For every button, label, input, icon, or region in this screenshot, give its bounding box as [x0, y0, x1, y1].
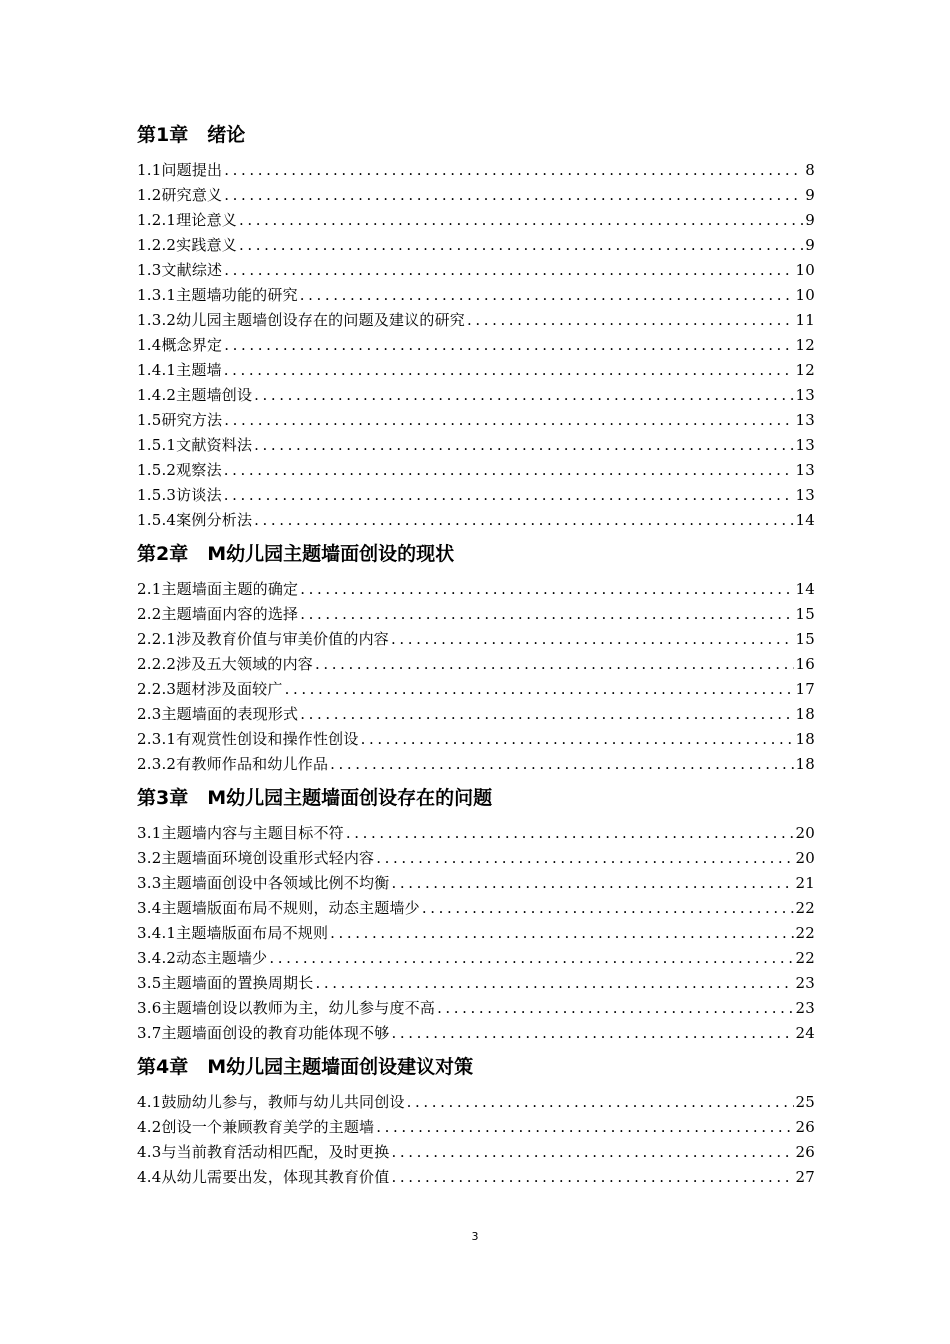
dot-leader	[346, 821, 794, 846]
toc-entry-title: 3.4.2动态主题墙少	[137, 949, 268, 967]
toc-entry-page-number: 22	[795, 949, 815, 967]
toc-entry-title: 1.1问题提出	[137, 161, 223, 179]
dot-leader	[224, 183, 803, 208]
toc-entry[interactable]	[137, 921, 815, 946]
toc-entry-page-number: 8	[805, 161, 815, 179]
toc-entry-page-number: 27	[795, 1168, 815, 1186]
dot-leader	[224, 458, 794, 483]
toc-entry-page-number: 18	[795, 730, 815, 748]
toc-entry-title: 3.1主题墙内容与主题目标不符	[137, 824, 344, 842]
toc-entry[interactable]	[137, 727, 815, 752]
toc-entry[interactable]	[137, 1165, 815, 1190]
toc-entry-page-number: 23	[795, 999, 815, 1017]
dot-leader	[254, 508, 793, 533]
toc-entry-page-number: 13	[795, 436, 815, 454]
dot-leader	[285, 677, 794, 702]
toc-entry-title: 1.3.2幼儿园主题墙创设存在的问题及建议的研究	[137, 311, 465, 329]
dot-leader	[330, 752, 793, 777]
dot-leader	[224, 358, 794, 383]
toc-entry-page-number: 25	[795, 1093, 815, 1111]
dot-leader	[391, 871, 793, 896]
toc-entry[interactable]	[137, 971, 815, 996]
toc-entry-page-number: 23	[795, 974, 815, 992]
dot-leader	[224, 158, 803, 183]
toc-entry-title: 1.3文献综述	[137, 261, 223, 279]
toc-entry-title: 3.4.1主题墙版面布局不规则	[137, 924, 329, 942]
toc-entry-title: 1.5.2观察法	[137, 461, 222, 479]
toc-entry[interactable]	[137, 602, 815, 627]
toc-entry[interactable]	[137, 1021, 815, 1046]
dot-leader	[300, 283, 794, 308]
toc-entry-page-number: 13	[795, 386, 815, 404]
toc-entry-title: 2.2.3题材涉及面较广	[137, 680, 283, 698]
toc-entry-title: 1.5研究方法	[137, 411, 223, 429]
toc-entry-title: 1.5.1文献资料法	[137, 436, 253, 454]
toc-entry-page-number: 13	[795, 461, 815, 479]
toc-entry[interactable]	[137, 752, 815, 777]
toc-entry-page-number: 12	[795, 336, 815, 354]
toc-entry-title: 3.2主题墙面环境创设重形式轻内容	[137, 849, 375, 867]
toc-entry[interactable]	[137, 1115, 815, 1140]
toc-entry-page-number: 13	[795, 411, 815, 429]
toc-entry[interactable]	[137, 821, 815, 846]
toc-entry-page-number: 26	[795, 1118, 815, 1136]
toc-entry-title: 4.3与当前教育活动相匹配，及时更换	[137, 1143, 390, 1161]
dot-leader	[254, 383, 793, 408]
dot-leader	[361, 727, 794, 752]
dot-leader	[391, 627, 794, 652]
toc-entry[interactable]	[137, 183, 815, 208]
dot-leader	[224, 258, 793, 283]
toc-entry[interactable]	[137, 383, 815, 408]
toc-entry[interactable]	[137, 896, 815, 921]
toc-entry-title: 1.5.3访谈法	[137, 486, 222, 504]
toc-entry[interactable]	[137, 233, 815, 258]
toc-entry-title: 4.4从幼儿需要出发，体现其教育价值	[137, 1168, 390, 1186]
toc-entry-page-number: 13	[795, 486, 815, 504]
toc-entry-page-number: 12	[795, 361, 815, 379]
chapter-heading: 第2章 M幼儿园主题墙面创设的现状	[137, 543, 455, 565]
page-number: 3	[471, 1230, 479, 1243]
dot-leader	[224, 408, 793, 433]
toc-entry[interactable]	[137, 158, 815, 183]
toc-entry[interactable]	[137, 258, 815, 283]
toc-entry[interactable]	[137, 283, 815, 308]
toc-entry-page-number: 24	[795, 1024, 815, 1042]
dot-leader	[391, 1140, 793, 1165]
dot-leader	[391, 1165, 793, 1190]
toc-entry-page-number: 20	[795, 849, 815, 867]
toc-entry[interactable]	[137, 483, 815, 508]
toc-entry[interactable]	[137, 1140, 815, 1165]
toc-entry-page-number: 10	[795, 261, 815, 279]
toc-entry-page-number: 15	[795, 630, 815, 648]
toc-entry-page-number: 18	[795, 755, 815, 773]
dot-leader	[376, 1115, 793, 1140]
toc-entry[interactable]	[137, 846, 815, 871]
table-of-contents	[137, 122, 815, 1190]
toc-entry-page-number: 20	[795, 824, 815, 842]
toc-entry-page-number: 11	[795, 311, 815, 329]
dot-leader	[239, 208, 803, 233]
toc-entry-page-number: 9	[805, 211, 815, 229]
toc-entry-title: 2.3.1有观赏性创设和操作性创设	[137, 730, 359, 748]
toc-entry[interactable]	[137, 677, 815, 702]
toc-entry[interactable]	[137, 458, 815, 483]
dot-leader	[269, 946, 793, 971]
toc-entry[interactable]	[137, 333, 815, 358]
toc-entry[interactable]	[137, 627, 815, 652]
toc-entry-title: 1.5.4案例分析法	[137, 511, 253, 529]
toc-entry-title: 1.2.2实践意义	[137, 236, 237, 254]
toc-entry-title: 1.4.1主题墙	[137, 361, 222, 379]
toc-entry-page-number: 9	[805, 236, 815, 254]
toc-entry-title: 4.2创设一个兼顾教育美学的主题墙	[137, 1118, 375, 1136]
dot-leader	[467, 308, 794, 333]
dot-leader	[239, 233, 803, 258]
toc-entry[interactable]	[137, 433, 815, 458]
toc-entry[interactable]	[137, 996, 815, 1021]
dot-leader	[391, 1021, 793, 1046]
toc-entry-title: 2.3.2有教师作品和幼儿作品	[137, 755, 329, 773]
dot-leader	[437, 996, 793, 1021]
dot-leader	[407, 1090, 794, 1115]
toc-entry-title: 3.5主题墙面的置换周期长	[137, 974, 314, 992]
chapter-heading: 第4章 M幼儿园主题墙面创设建议对策	[137, 1056, 474, 1078]
dot-leader	[315, 652, 794, 677]
toc-entry-title: 1.2.1理论意义	[137, 211, 237, 229]
toc-entry[interactable]	[137, 308, 815, 333]
toc-entry-page-number: 21	[795, 874, 815, 892]
toc-entry[interactable]	[137, 946, 815, 971]
toc-entry-title: 2.2主题墙面内容的选择	[137, 605, 299, 623]
toc-entry[interactable]	[137, 652, 815, 677]
toc-entry-title: 3.6主题墙创设以教师为主，幼儿参与度不高	[137, 999, 436, 1017]
toc-entry-title: 4.1鼓励幼儿参与，教师与幼儿共同创设	[137, 1093, 405, 1111]
toc-entry-title: 1.4.2主题墙创设	[137, 386, 253, 404]
chapter-heading: 第1章 绪论	[137, 124, 246, 146]
toc-entry-title: 2.2.1涉及教育价值与审美价值的内容	[137, 630, 389, 648]
toc-entry-title: 3.3主题墙面创设中各领域比例不均衡	[137, 874, 390, 892]
dot-leader	[315, 971, 793, 996]
dot-leader	[254, 433, 793, 458]
toc-entry-page-number: 14	[795, 511, 815, 529]
toc-entry[interactable]	[137, 508, 815, 533]
toc-entry[interactable]	[137, 358, 815, 383]
toc-entry-title: 1.3.1主题墙功能的研究	[137, 286, 298, 304]
toc-entry-page-number: 26	[795, 1143, 815, 1161]
toc-entry[interactable]	[137, 408, 815, 433]
toc-entry-page-number: 22	[795, 899, 815, 917]
dot-leader	[224, 333, 793, 358]
toc-entry-title: 3.4主题墙版面布局不规则，动态主题墙少	[137, 899, 420, 917]
dot-leader	[300, 577, 793, 602]
toc-entry-title: 1.4概念界定	[137, 336, 223, 354]
dot-leader	[330, 921, 793, 946]
toc-entry-title: 1.2研究意义	[137, 186, 223, 204]
toc-entry-title: 2.2.2涉及五大领域的内容	[137, 655, 313, 673]
toc-entry-title: 2.3主题墙面的表现形式	[137, 705, 299, 723]
toc-entry-page-number: 17	[795, 680, 815, 698]
toc-entry-title: 2.1主题墙面主题的确定	[137, 580, 299, 598]
toc-entry-page-number: 18	[795, 705, 815, 723]
chapter-heading: 第3章 M幼儿园主题墙面创设存在的问题	[137, 787, 493, 809]
dot-leader	[300, 702, 793, 727]
toc-entry[interactable]	[137, 871, 815, 896]
toc-entry[interactable]	[137, 702, 815, 727]
dot-leader	[300, 602, 793, 627]
toc-entry-page-number: 22	[795, 924, 815, 942]
dot-leader	[224, 483, 794, 508]
toc-entry[interactable]	[137, 577, 815, 602]
toc-entry-page-number: 15	[795, 605, 815, 623]
toc-entry-page-number: 10	[795, 286, 815, 304]
toc-entry[interactable]	[137, 208, 815, 233]
toc-entry[interactable]	[137, 1090, 815, 1115]
dot-leader	[422, 896, 794, 921]
dot-leader	[376, 846, 793, 871]
toc-entry-title: 3.7主题墙面创设的教育功能体现不够	[137, 1024, 390, 1042]
toc-entry-page-number: 9	[805, 186, 815, 204]
toc-entry-page-number: 16	[795, 655, 815, 673]
toc-entry-page-number: 14	[795, 580, 815, 598]
